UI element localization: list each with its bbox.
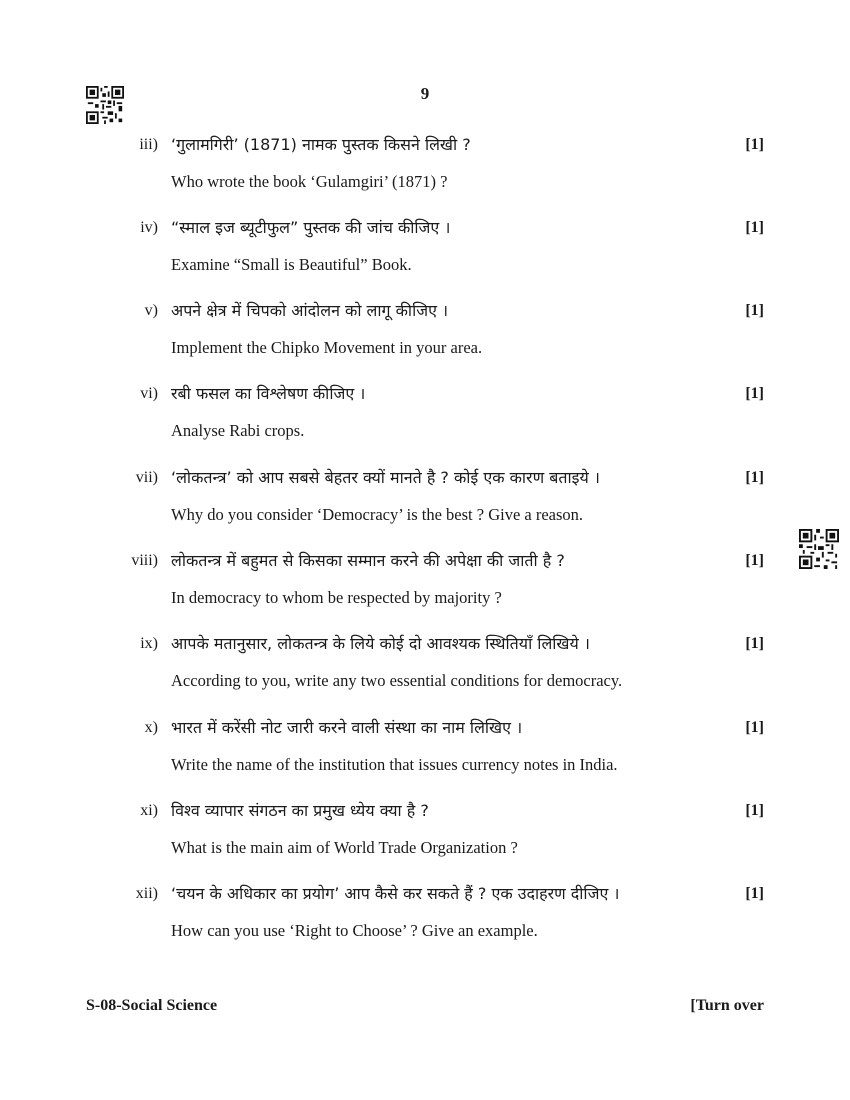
question-text-english: Implement the Chipko Movement in your area. [171, 338, 483, 357]
question-text-english: Examine “Small is Beautiful” Book. [171, 255, 412, 274]
question-marks: [1] [745, 552, 764, 569]
question-number: x) [144, 719, 158, 736]
turn-over-label: [Turn over [690, 997, 764, 1014]
question-marks: [1] [745, 136, 764, 153]
question-text-english: Write the name of the institution that issues currency notes in India. [171, 755, 618, 774]
question-marks: [1] [745, 385, 764, 402]
question-item [0, 134, 850, 214]
question-text-english: According to you, write any two essential conditions for democracy. [171, 671, 623, 690]
question-item [0, 633, 850, 713]
question-number: viii) [131, 552, 158, 569]
question-text-hindi: लोकतन्त्र में बहुमत से किसका सम्मान करने की अपेक्षा की जाती है ? [171, 551, 565, 570]
question-item [0, 217, 850, 297]
question-item [0, 800, 850, 880]
question-text-english: How can you use ‘Right to Choose’ ? Give an example. [171, 921, 538, 940]
question-text-hindi: रबी फसल का विश्लेषण कीजिए । [171, 384, 366, 403]
question-item [0, 550, 850, 630]
question-text-hindi: ‘गुलामगिरी’ (1871) नामक पुस्तक किसने लिखी ? [171, 135, 471, 154]
question-text-hindi: अपने क्षेत्र में चिपको आंदोलन को लागू कीजिए । [171, 301, 449, 320]
question-number: iv) [140, 219, 158, 236]
question-number: v) [144, 302, 158, 319]
question-number: vi) [140, 385, 158, 402]
question-number: ix) [140, 635, 158, 652]
question-number: vii) [135, 469, 158, 486]
question-text-hindi: विश्व व्यापार संगठन का प्रमुख ध्येय क्या है ? [171, 801, 429, 820]
question-marks: [1] [745, 219, 764, 236]
question-text-hindi: आपके मतानुसार, लोकतन्त्र के लिये कोई दो आवश्यक स्थितियाँ लिखिये । [171, 634, 590, 653]
question-text-english: Who wrote the book ‘Gulamgiri’ (1871) ? [171, 172, 448, 191]
page-number: 9 [420, 84, 430, 103]
question-marks: [1] [745, 302, 764, 319]
question-marks: [1] [745, 635, 764, 652]
question-item [0, 383, 850, 463]
question-item [0, 717, 850, 797]
question-text-hindi: ‘लोकतन्त्र’ को आप सबसे बेहतर क्यों मानते है ? कोई एक कारण बताइये । [171, 468, 600, 487]
question-item [0, 300, 850, 380]
question-text-english: Why do you consider ‘Democracy’ is the best ? Give a reason. [171, 505, 584, 524]
question-text-english: Analyse Rabi crops. [171, 421, 305, 440]
question-marks: [1] [745, 719, 764, 736]
question-marks: [1] [745, 802, 764, 819]
question-item [0, 883, 850, 963]
question-item [0, 467, 850, 547]
question-marks: [1] [745, 469, 764, 486]
question-text-english: What is the main aim of World Trade Organization ? [171, 838, 518, 857]
paper-code: S-08-Social Science [86, 997, 218, 1014]
question-text-english: In democracy to whom be respected by majority ? [171, 588, 502, 607]
question-number: xii) [135, 885, 158, 902]
question-marks: [1] [745, 885, 764, 902]
question-text-hindi: ‘चयन के अधिकार का प्रयोग’ आप कैसे कर सकते हैं ? एक उदाहरण दीजिए । [171, 884, 620, 903]
question-text-hindi: “स्माल इज ब्यूटीफुल” पुस्तक की जांच कीजिए । [171, 218, 451, 237]
question-number: iii) [139, 136, 158, 153]
question-text-hindi: भारत में करेंसी नोट जारी करने वाली संस्था का नाम लिखिए । [171, 718, 523, 737]
question-number: xi) [140, 802, 158, 819]
